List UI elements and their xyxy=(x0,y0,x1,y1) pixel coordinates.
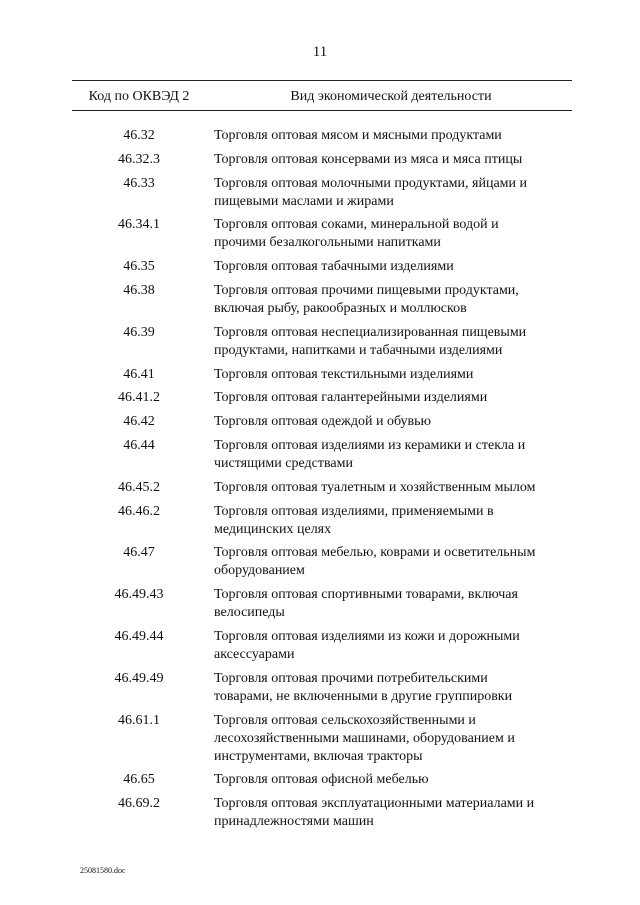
row-description: Торговля оптовая сельскохозяйственными и лесохозяйственными машинами, оборудованием и инструментами, включая тракторы xyxy=(214,712,515,764)
row-code: 46.65 xyxy=(123,772,155,788)
table-row xyxy=(72,258,572,276)
table-row xyxy=(72,670,572,706)
row-description: Торговля оптовая мебелью, коврами и осветительным оборудованием xyxy=(214,545,536,579)
row-code: 46.34.1 xyxy=(118,217,160,233)
row-description: Торговля оптовая изделиями из керамики и стекла и чистящими средствами xyxy=(214,437,526,471)
table-row xyxy=(72,389,572,407)
row-description: Торговля оптовая изделиями, применяемыми в медицинских целях xyxy=(214,503,494,537)
table-row xyxy=(72,175,572,211)
row-description: Торговля оптовая прочими пищевыми продуктами, включая рыбу, ракообразных и моллюсков xyxy=(214,282,519,316)
table-row xyxy=(72,544,572,580)
table-row xyxy=(72,795,572,831)
row-description: Торговля оптовая изделиями из кожи и дорожными аксессуарами xyxy=(214,628,520,662)
row-code: 46.42 xyxy=(123,414,155,430)
row-code: 46.32 xyxy=(123,128,155,143)
row-code: 46.38 xyxy=(123,282,155,298)
row-code: 46.32.3 xyxy=(118,151,160,167)
row-description: Торговля оптовая спортивными товарами, включая велосипеды xyxy=(214,587,518,621)
table-row xyxy=(72,503,572,539)
row-code: 46.49.49 xyxy=(114,670,164,686)
footer-filename: 25081580.doc xyxy=(80,866,126,875)
row-code: 46.49.43 xyxy=(114,587,164,603)
table-row xyxy=(72,586,572,622)
row-code: 46.35 xyxy=(123,259,155,275)
table-row xyxy=(72,712,572,766)
row-code: 46.41 xyxy=(123,366,155,382)
row-description: Торговля оптовая молочными продуктами, яйцами и пищевыми маслами и жирами xyxy=(214,175,528,209)
table-header-rule xyxy=(72,110,572,111)
table-row xyxy=(72,324,572,360)
column-header-code: Код по ОКВЭД 2 xyxy=(88,89,190,104)
column-header-description: Вид экономической деятельности xyxy=(290,89,492,104)
row-description: Торговля оптовая мясом и мясными продуктами xyxy=(214,128,502,143)
row-code: 46.46.2 xyxy=(118,503,160,519)
row-code: 46.47 xyxy=(123,545,155,561)
table-row xyxy=(72,437,572,473)
table-row xyxy=(72,771,572,789)
table-row xyxy=(72,413,572,431)
row-description: Торговля оптовая туалетным и хозяйственным мылом xyxy=(214,479,536,495)
row-code: 46.41.2 xyxy=(118,390,160,406)
row-description: Торговля оптовая одеждой и обувью xyxy=(214,414,432,430)
row-description: Торговля оптовая соками, минеральной водой и прочими безалкогольными напитками xyxy=(214,217,499,251)
row-code: 46.61.1 xyxy=(118,712,160,728)
row-description: Торговля оптовая табачными изделиями xyxy=(214,259,454,275)
row-description: Торговля оптовая прочими потребительскими товарами, не включенными в другие группировки xyxy=(214,670,513,704)
row-description: Торговля оптовая неспециализированная пищевыми продуктами, напитками и табачными изделиями xyxy=(214,324,527,358)
table-row xyxy=(72,127,572,145)
table-row xyxy=(72,366,572,384)
table-top-rule xyxy=(72,80,572,81)
row-code: 46.44 xyxy=(123,437,155,453)
row-description: Торговля оптовая офисной мебелью xyxy=(214,772,429,788)
row-description: Торговля оптовая консервами из мяса и мяса птицы xyxy=(214,151,523,167)
row-description: Торговля оптовая текстильными изделиями xyxy=(214,366,474,382)
row-code: 46.39 xyxy=(123,324,155,340)
row-description: Торговля оптовая галантерейными изделиями xyxy=(214,390,488,406)
table-body xyxy=(72,127,572,837)
table-row xyxy=(72,628,572,664)
row-code: 46.33 xyxy=(123,175,155,191)
row-description: Торговля оптовая эксплуатационными материалами и принадлежностями машин xyxy=(214,796,535,830)
table-row xyxy=(72,151,572,169)
row-code: 46.45.2 xyxy=(118,479,160,495)
table-row xyxy=(72,479,572,497)
table-row xyxy=(72,282,572,318)
row-code: 46.49.44 xyxy=(114,628,164,644)
page-number: 11 xyxy=(312,44,328,60)
table-row xyxy=(72,216,572,252)
row-code: 46.69.2 xyxy=(118,796,160,812)
